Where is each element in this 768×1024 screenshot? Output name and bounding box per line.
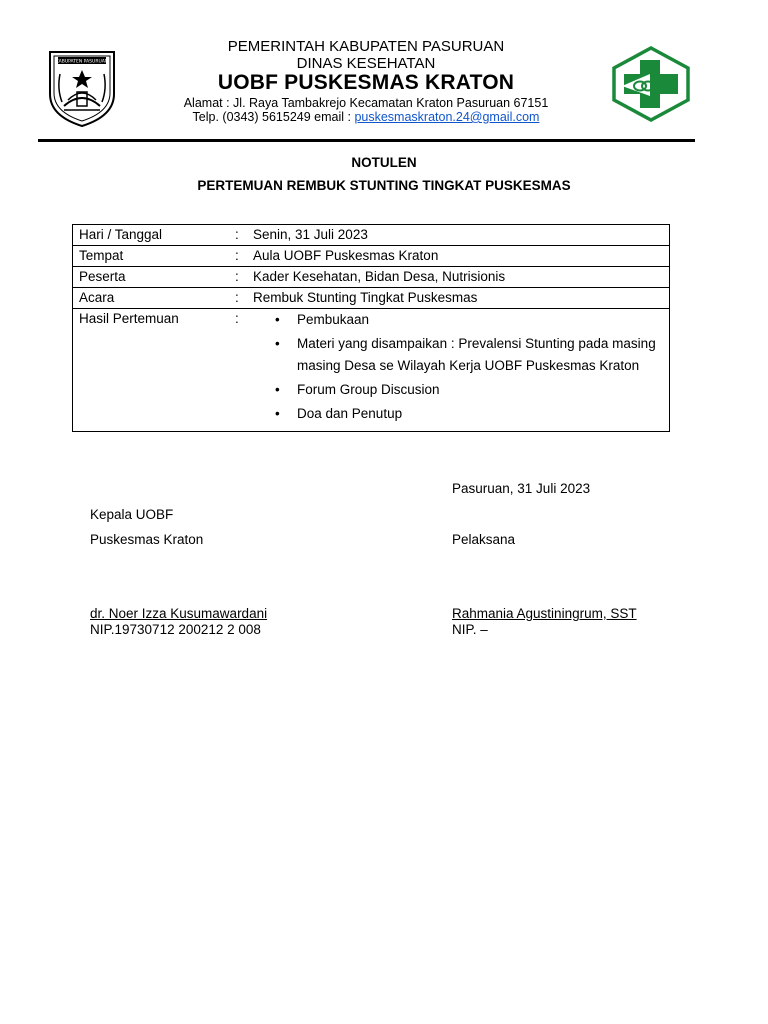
place-date: Pasuruan, 31 Juli 2023 (452, 481, 591, 496)
right-signer-nip: NIP. – (452, 622, 488, 637)
left-signer-nip: NIP.19730712 200212 2 008 (90, 622, 261, 637)
row-colon: : (229, 309, 253, 432)
header-government-line: PEMERINTAH KABUPATEN PASURUAN (227, 38, 505, 55)
row-label: Acara (73, 288, 230, 309)
email-link[interactable]: puskesmaskraton.24@gmail.com (354, 110, 540, 124)
meeting-results-list (253, 309, 669, 431)
row-value (253, 309, 670, 432)
left-signer-role-1: Kepala UOBF (90, 507, 174, 522)
header-organization-name: UOBF PUSKESMAS KRATON (217, 71, 515, 94)
bullet-icon: • (275, 336, 280, 351)
right-signer-name: Rahmania Agustiningrum, SST (452, 606, 637, 621)
list-item-text: Doa dan Penutup (297, 406, 403, 421)
row-value: Kader Kesehatan, Bidan Desa, Nutrisionis (253, 267, 670, 288)
left-signer-name: dr. Noer Izza Kusumawardani (90, 606, 268, 621)
row-label: Hasil Pertemuan (73, 309, 230, 432)
row-colon: : (229, 288, 253, 309)
row-label: Tempat (73, 246, 230, 267)
header-divider (38, 139, 695, 142)
meeting-info-table (72, 224, 670, 432)
table-row (73, 246, 670, 267)
row-colon: : (229, 246, 253, 267)
puskesmas-logo-icon (610, 46, 692, 122)
document-title: NOTULEN (351, 155, 417, 170)
row-colon: : (229, 225, 253, 246)
bullet-icon: • (275, 312, 280, 327)
list-item (253, 309, 669, 331)
row-label: Hari / Tanggal (73, 225, 230, 246)
header-address: Alamat : Jl. Raya Tambakrejo Kecamatan Kraton Pasuruan 67151 (183, 96, 549, 110)
right-signer-role: Pelaksana (452, 532, 516, 547)
left-signer-role-2: Puskesmas Kraton (90, 532, 204, 547)
table-row (73, 288, 670, 309)
list-item-text: Materi yang disampaikan : Prevalensi Stunting pada masing masing Desa se Wilayah Kerja UOBF Puskesmas Kraton (297, 336, 656, 373)
list-item-text: Pembukaan (297, 312, 370, 327)
table-row (73, 225, 670, 246)
kabupaten-pasuruan-emblem-icon (44, 44, 120, 128)
document-subtitle: PERTEMUAN REMBUK STUNTING TINGKAT PUSKESMAS (197, 178, 571, 193)
header-department-line: DINAS KESEHATAN (296, 55, 436, 72)
bullet-icon: • (275, 382, 280, 397)
bullet-icon: • (275, 406, 280, 421)
header-contact-text: Telp. (0343) 5615249 email : (192, 110, 355, 124)
list-item (253, 379, 669, 401)
row-value: Aula UOBF Puskesmas Kraton (253, 246, 670, 267)
row-colon: : (229, 267, 253, 288)
row-label: Peserta (73, 267, 230, 288)
header-contact (120, 110, 612, 124)
emblem-banner-text: KABUPATEN PASURUAN (55, 59, 109, 65)
row-value: Senin, 31 Juli 2023 (253, 225, 670, 246)
list-item-text: Forum Group Discusion (297, 382, 440, 397)
list-item (253, 333, 669, 377)
table-row (73, 309, 670, 432)
table-row (73, 267, 670, 288)
list-item (253, 403, 669, 425)
row-value: Rembuk Stunting Tingkat Puskesmas (253, 288, 670, 309)
